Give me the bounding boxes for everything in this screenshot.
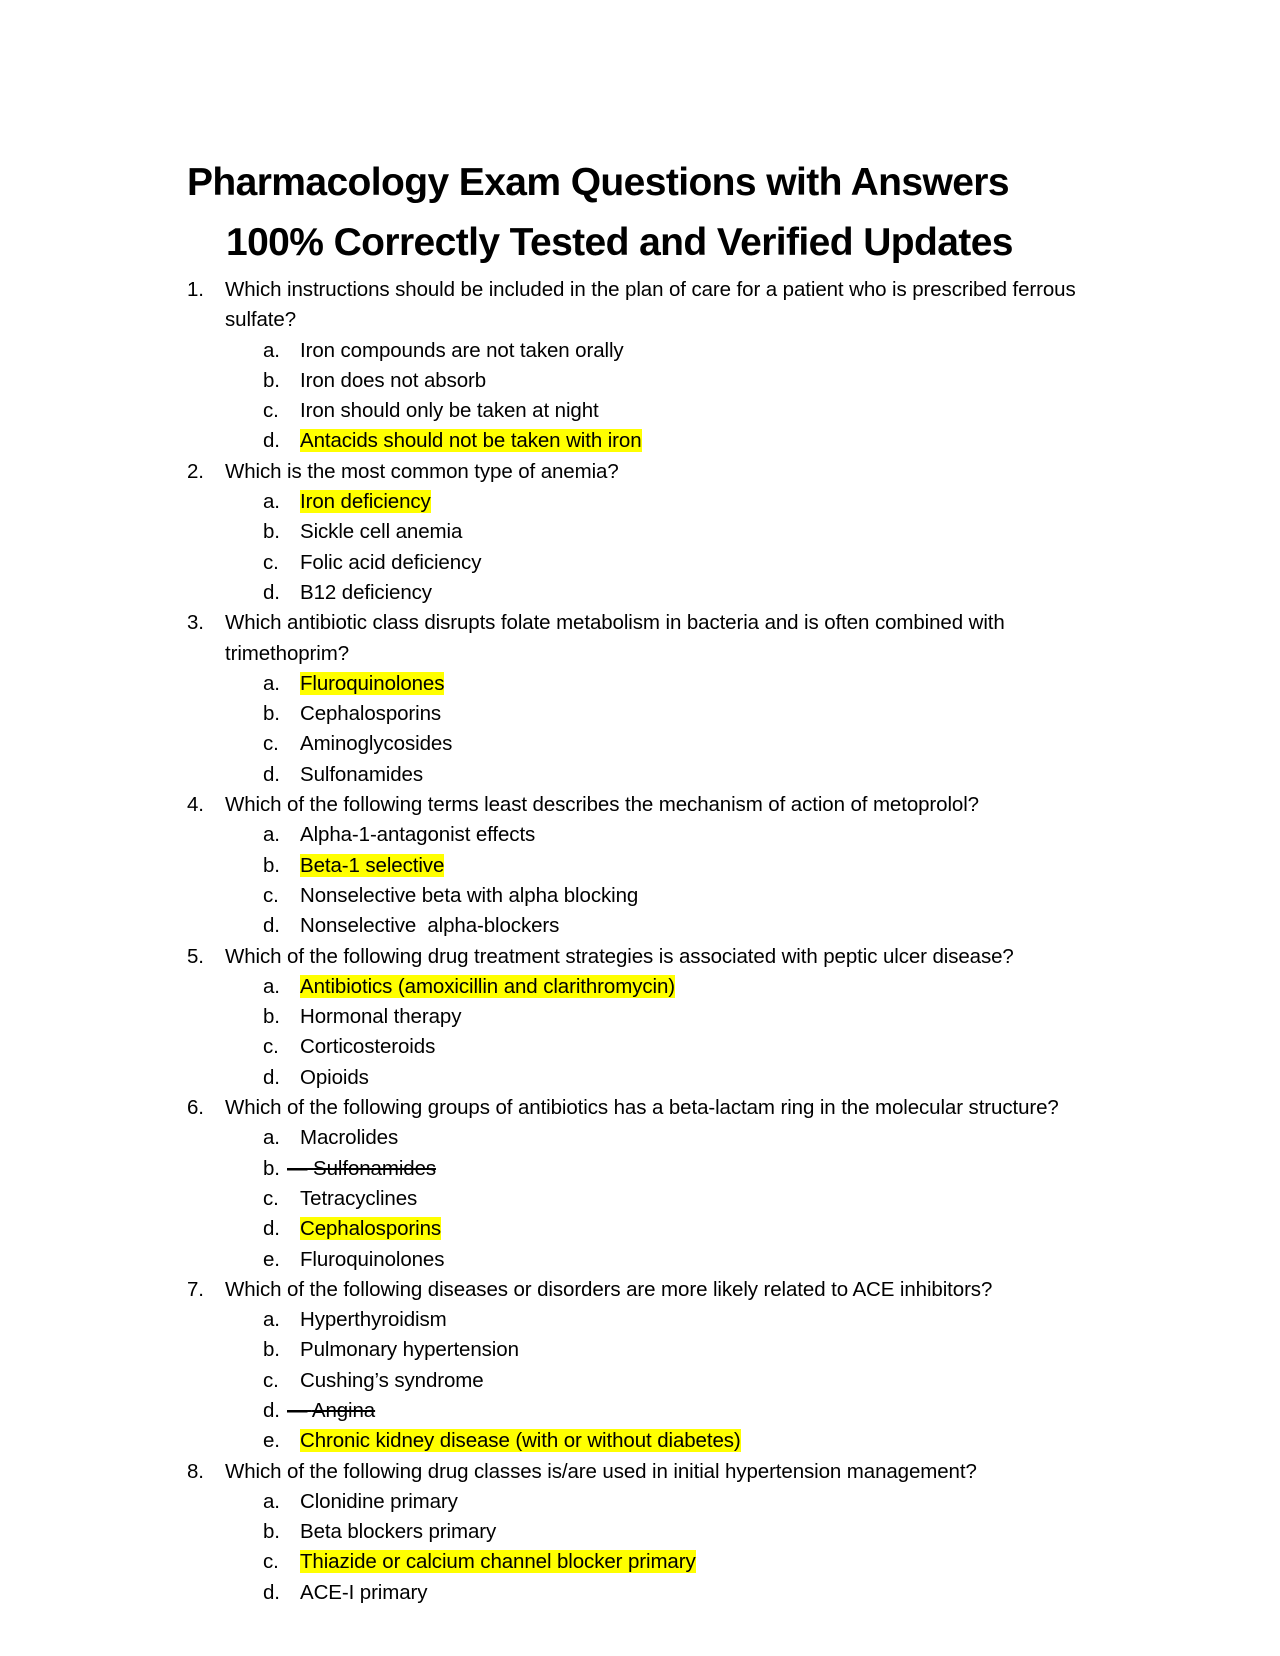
- option-list: [225, 669, 1127, 790]
- option-letter: d.: [263, 1580, 280, 1604]
- option-letter: d.: [263, 429, 280, 453]
- option-a: [225, 1305, 1127, 1335]
- option-letter: a.: [263, 490, 280, 514]
- question-5: [187, 942, 1127, 1093]
- option-letter: a.: [263, 338, 280, 362]
- question-list: [187, 275, 1127, 1608]
- question-text: Which of the following terms least describes the mechanism of action of metoprolol?: [225, 793, 979, 817]
- option-text: Aminoglycosides: [300, 732, 453, 756]
- option-list: [225, 1305, 1127, 1456]
- option-b-answer: [225, 851, 1127, 881]
- option-letter: a.: [263, 1308, 280, 1332]
- highlighted-answer: Antibiotics (amoxicillin and clarithromycin): [300, 974, 675, 998]
- struck-option-text: [287, 1399, 375, 1422]
- option-text: Macrolides: [300, 1126, 399, 1150]
- option-text: Hormonal therapy: [300, 1005, 462, 1029]
- option-letter: c.: [263, 1035, 279, 1059]
- option-b: [225, 366, 1127, 396]
- option-text: Cephalosporins: [300, 702, 442, 726]
- option-letter: d.: [263, 914, 280, 938]
- question-1: [187, 275, 1127, 457]
- question-number: 5.: [187, 944, 204, 968]
- option-text: Hyperthyroidism: [300, 1308, 447, 1332]
- option-letter: c.: [263, 883, 279, 907]
- option-c: [225, 881, 1127, 911]
- highlighted-answer: Beta-1 selective: [300, 853, 445, 877]
- question-number: 7.: [187, 1277, 204, 1301]
- question-number: 8.: [187, 1459, 204, 1483]
- title-line-1: Pharmacology Exam Questions with Answers: [187, 161, 1009, 204]
- question-number: 6.: [187, 1096, 204, 1120]
- option-a-answer: [225, 972, 1127, 1002]
- option-c: [225, 1032, 1127, 1062]
- option-letter: a.: [263, 974, 280, 998]
- question-number: 2.: [187, 459, 204, 483]
- option-letter: b.: [263, 702, 280, 726]
- option-letter: d.: [263, 1065, 280, 1089]
- option-c: [225, 1184, 1127, 1214]
- option-letter: d.: [263, 1217, 280, 1241]
- option-text: Beta blockers primary: [300, 1520, 497, 1544]
- option-b: [225, 1517, 1127, 1547]
- option-b: [225, 1335, 1127, 1365]
- option-b: [225, 1002, 1127, 1032]
- option-list: [225, 487, 1127, 608]
- option-a-answer: [225, 487, 1127, 517]
- option-letter: a.: [263, 1489, 280, 1513]
- option-list: [225, 1487, 1127, 1608]
- option-text: Tetracyclines: [300, 1186, 418, 1210]
- question-6: [187, 1093, 1127, 1275]
- question-text: Which of the following groups of antibiotics has a beta-lactam ring in the molecular structure?: [225, 1096, 1059, 1120]
- highlighted-answer: Iron deficiency: [300, 490, 431, 514]
- option-letter: c.: [263, 399, 279, 423]
- option-letter: c.: [263, 550, 279, 574]
- option-letter: b.: [263, 1338, 280, 1362]
- option-letter: b.: [263, 1520, 280, 1544]
- question-8: [187, 1457, 1127, 1608]
- option-a-answer: [225, 669, 1127, 699]
- question-number: 4.: [187, 793, 204, 817]
- option-text: Cushing’s syndrome: [300, 1368, 484, 1392]
- option-text: Sickle cell anemia: [300, 520, 463, 544]
- option-text: Iron compounds are not taken orally: [300, 338, 624, 362]
- highlighted-answer: Antacids should not be taken with iron: [300, 429, 642, 453]
- option-text: Fluroquinolones: [300, 1247, 445, 1271]
- highlighted-answer: Fluroquinolones: [300, 671, 445, 695]
- strike-dash: —: [287, 1398, 308, 1422]
- question-text: Which is the most common type of anemia?: [225, 459, 619, 483]
- question-4: [187, 790, 1127, 941]
- question-text: Which of the following diseases or disorders are more likely related to ACE inhibitors?: [225, 1277, 993, 1301]
- option-text: ACE-I primary: [300, 1580, 428, 1604]
- option-list: [225, 336, 1127, 457]
- option-c: [225, 1366, 1127, 1396]
- option-text: Iron does not absorb: [300, 368, 487, 392]
- question-3: [187, 608, 1127, 790]
- option-d: [225, 1063, 1127, 1093]
- question-7: [187, 1275, 1127, 1457]
- question-text: Which instructions should be included in the plan of care for a patient who is prescribed ferrous sulfate?: [225, 278, 1076, 332]
- option-letter: c.: [263, 732, 279, 756]
- option-c: [225, 396, 1127, 426]
- option-a: [225, 336, 1127, 366]
- strike-dash: —: [287, 1156, 308, 1180]
- option-letter: b.: [263, 1005, 280, 1029]
- option-letter: d.: [263, 580, 280, 604]
- question-2: [187, 457, 1127, 608]
- option-d: [225, 578, 1127, 608]
- option-a: [225, 820, 1127, 850]
- option-letter: b.: [263, 520, 280, 544]
- option-letter: a.: [263, 1126, 280, 1150]
- option-letter: c.: [263, 1368, 279, 1392]
- option-letter: c.: [263, 1550, 279, 1574]
- option-d-answer: [225, 426, 1127, 456]
- option-letter: b.: [263, 368, 280, 392]
- option-letter: d.: [263, 1398, 280, 1422]
- option-text: Corticosteroids: [300, 1035, 436, 1059]
- highlighted-answer: Chronic kidney disease (with or without diabetes): [300, 1429, 741, 1453]
- highlighted-answer: Cephalosporins: [300, 1217, 442, 1241]
- option-d: [225, 911, 1127, 941]
- option-text: B12 deficiency: [300, 580, 432, 604]
- question-text: Which antibiotic class disrupts folate metabolism in bacteria and is often combined with trimethoprim?: [225, 611, 1005, 665]
- option-letter: a.: [263, 671, 280, 695]
- option-b: [225, 517, 1127, 547]
- option-c: [225, 729, 1127, 759]
- question-text: Which of the following drug classes is/are used in initial hypertension management?: [225, 1459, 977, 1483]
- option-list: [225, 1123, 1127, 1274]
- option-a: [225, 1487, 1127, 1517]
- option-text: Iron should only be taken at night: [300, 399, 599, 423]
- option-e-answer: [225, 1426, 1127, 1456]
- option-b: [225, 699, 1127, 729]
- option-letter: b.: [263, 1156, 280, 1180]
- option-text: Pulmonary hypertension: [300, 1338, 519, 1362]
- option-a: [225, 1123, 1127, 1153]
- option-text: Angina: [311, 1398, 376, 1422]
- option-d: [225, 760, 1127, 790]
- option-text: Opioids: [300, 1065, 369, 1089]
- question-number: 1.: [187, 278, 204, 301]
- question-number: 3.: [187, 611, 204, 635]
- option-c-answer: [225, 1547, 1127, 1577]
- option-list: [225, 972, 1127, 1093]
- option-e: [225, 1245, 1127, 1275]
- option-c: [225, 548, 1127, 578]
- option-d: [225, 1578, 1127, 1608]
- document-title: [187, 153, 1107, 273]
- option-d-answer: [225, 1214, 1127, 1244]
- title-line-2: 100% Correctly Tested and Verified Updates: [226, 221, 1013, 264]
- question-text: Which of the following drug treatment strategies is associated with peptic ulcer disease?: [225, 944, 1014, 968]
- option-letter: e.: [263, 1429, 280, 1453]
- option-d-struck: [225, 1396, 1127, 1426]
- highlighted-answer: Thiazide or calcium channel blocker primary: [300, 1550, 696, 1574]
- option-list: [225, 820, 1127, 941]
- option-letter: d.: [263, 762, 280, 786]
- option-text: Sulfonamides: [300, 762, 424, 786]
- option-letter: b.: [263, 853, 280, 877]
- option-text: Nonselective alpha-blockers: [300, 914, 560, 938]
- option-text: Sulfonamides: [313, 1156, 437, 1180]
- option-text: Clonidine primary: [300, 1489, 458, 1513]
- struck-option-text: [287, 1157, 436, 1180]
- option-text: Folic acid deficiency: [300, 550, 482, 574]
- option-b-struck: [225, 1154, 1127, 1184]
- option-letter: a.: [263, 823, 280, 847]
- option-letter: e.: [263, 1247, 280, 1271]
- option-text: Nonselective beta with alpha blocking: [300, 883, 639, 907]
- option-text: Alpha-1-antagonist effects: [300, 823, 536, 847]
- option-letter: c.: [263, 1186, 279, 1210]
